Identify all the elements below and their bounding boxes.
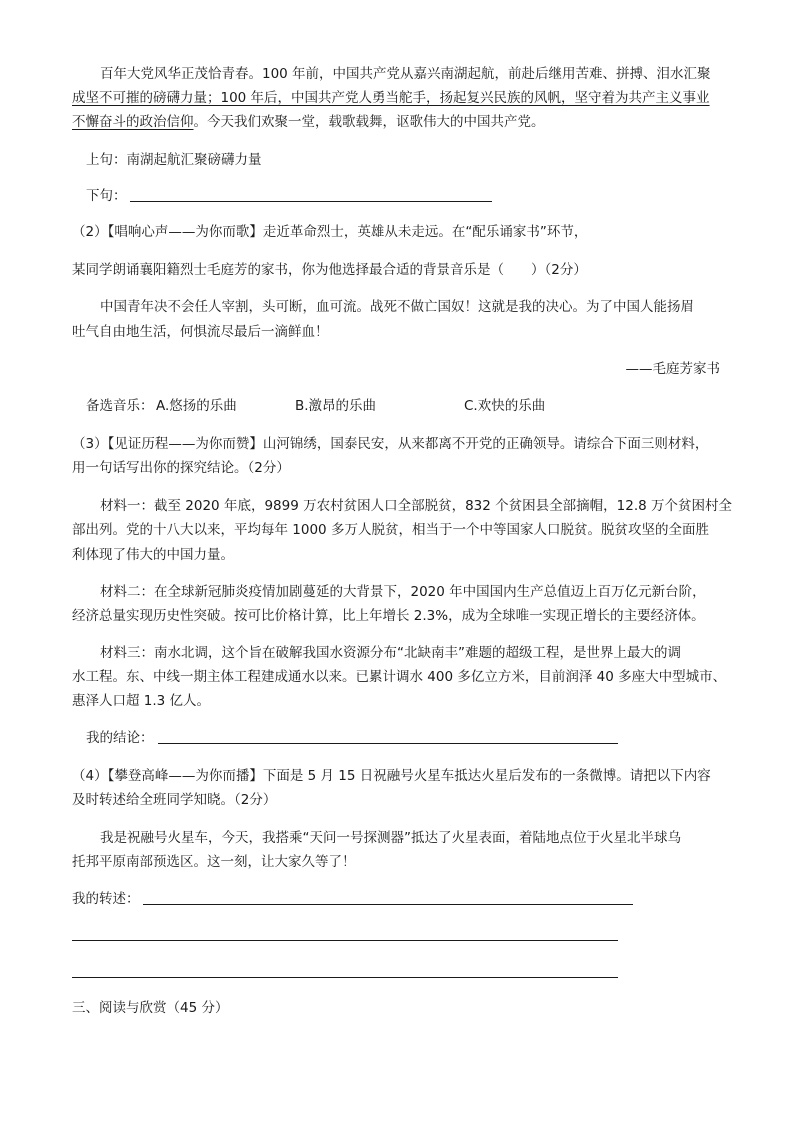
q4-line-2: 及时转述给全班同学知晓。（2分）: [72, 792, 277, 808]
intro-underlined-2: 100 年后，中国共产党人勇当舵手，扬起复兴民族的风帆，坚守着为共产主义事业: [220, 90, 710, 106]
q3-conclusion-label: 我的结论：: [86, 730, 154, 746]
q4-weibo-line-1: 我是祝融号火星车，今天，我搭乘“天问一号探测器”抵达了火星表面，着陆地点位于火星北半球乌: [100, 830, 681, 846]
intro-line-3: [72, 112, 545, 132]
q4-weibo-line-2: 托邦平原南部预选区。这一刻，让大家久等了！: [72, 854, 356, 870]
q3-material-2-line-2: 经济总量实现历史性突破。按可比价格计算，比上年增长 2.3%，成为全球唯一实现正增长的主要经济体。: [72, 608, 705, 624]
q3-material-1-line-3: 利体现了伟大的中国力量。: [72, 547, 234, 563]
q2-option-c: C.欢快的乐曲: [464, 398, 546, 414]
q4-line-1: （4）【攀登高峰——为你而播】下面是 5 月 15 日祝融号火星车抵达火星后发布的一条微博。请把以下内容: [72, 768, 711, 784]
q4-retell-answer-line-2[interactable]: [72, 940, 618, 941]
intro-line-1: 百年大党风华正茂恰青春。100 年前，中国共产党从嘉兴南湖起航，前赴后继用苦难、拼搏、泪水汇聚: [100, 66, 711, 82]
q3-material-1-line-1: 材料一：截至 2020 年底，9899 万农村贫困人口全部脱贫，832 个贫困县全部摘帽，12.8 万个贫困村全: [100, 498, 732, 514]
q2-letter-line-2: 吐气自由地生活，何惧流尽最后一滴鲜血！: [72, 324, 329, 340]
couplet-lower-label: 下句：: [86, 188, 127, 204]
q4-retell-answer-line-1[interactable]: [143, 904, 633, 905]
intro-line-2: [72, 88, 710, 108]
q2-option-a: A.悠扬的乐曲: [156, 398, 237, 414]
q3-line-1: （3）【见证历程——为你而赞】山河锦绣，国泰民安，从来都离不开党的正确领导。请综合下面三则材料，: [72, 436, 709, 452]
q2-options-label: 备选音乐：: [86, 398, 154, 414]
q3-conclusion-answer-line[interactable]: [158, 743, 618, 744]
q3-line-2: 用一句话写出你的探究结论。（2分）: [72, 460, 290, 476]
q3-material-3-line-3: 惠泽人口超 1.3 亿人。: [72, 693, 211, 709]
intro-line-3-rest: 。今天我们欢聚一堂，载歌载舞，讴歌伟大的中国共产党。: [193, 114, 545, 130]
q3-material-2-line-1: 材料二：在全球新冠肺炎疫情加剧蔓延的大背景下，2020 年中国国内生产总值迈上百万亿元新台阶，: [100, 584, 706, 600]
q2-option-b: B.激昂的乐曲: [295, 398, 377, 414]
intro-underlined-3: 不懈奋斗的政治信仰: [72, 114, 194, 130]
q3-material-3-line-1: 材料三：南水北调，这个旨在破解我国水资源分布“北缺南丰”难题的超级工程，是世界上最大的调: [100, 645, 681, 661]
couplet-lower-answer-line[interactable]: [130, 201, 492, 202]
section-3-heading: 三、阅读与欣赏（45 分）: [72, 1000, 229, 1016]
intro-underlined-1: 成坚不可摧的磅礴力量；: [72, 90, 221, 106]
q2-line-2: 某同学朗诵襄阳籍烈士毛庭芳的家书，你为他选择最合适的背景音乐是（ ）（2分）: [72, 262, 587, 278]
q2-letter-signature: ——毛庭芳家书: [625, 361, 720, 377]
q4-retell-label: 我的转述：: [72, 891, 140, 907]
q4-retell-answer-line-3[interactable]: [72, 977, 618, 978]
q3-material-1-line-2: 部出列。党的十八大以来，平均每年 1000 多万人脱贫，相当于一个中等国家人口脱贫。脱贫攻坚的全面胜: [72, 522, 709, 538]
q3-material-3-line-2: 水工程。东、中线一期主体工程建成通水以来。已累计调水 400 多亿立方米，目前润泽 40 多座大中型城市、: [72, 669, 727, 685]
q2-line-1: （2）【唱响心声——为你而歌】走近革命烈士，英雄从未走远。在“配乐诵家书”环节，: [72, 224, 588, 240]
q2-letter-line-1: 中国青年决不会任人宰割，头可断，血可流。战死不做亡国奴！这就是我的决心。为了中国人能扬眉: [100, 299, 694, 315]
couplet-upper: 上句：南湖起航汇聚磅礴力量: [86, 152, 262, 168]
